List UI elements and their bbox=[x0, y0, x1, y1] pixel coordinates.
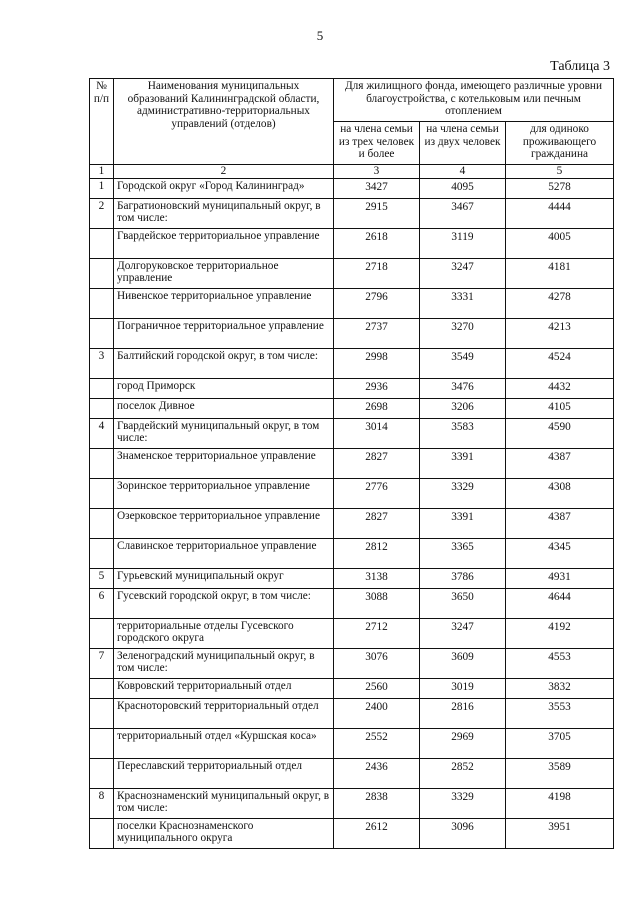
value-single: 3589 bbox=[506, 758, 614, 788]
row-name: Зеленоградский муниципальный округ, в том числе: bbox=[114, 648, 334, 678]
row-name: Балтийский городской округ, в том числе: bbox=[114, 348, 334, 378]
header-number: 4 bbox=[420, 165, 506, 179]
table-row bbox=[90, 818, 614, 848]
table-row bbox=[90, 568, 614, 588]
value-family-3plus: 2998 bbox=[334, 348, 420, 378]
row-number bbox=[90, 508, 114, 538]
value-family-2: 3786 bbox=[420, 568, 506, 588]
value-single: 4931 bbox=[506, 568, 614, 588]
header-numbers-row bbox=[90, 165, 614, 179]
header-sub-4: на члена семьи из двух человек bbox=[420, 122, 506, 165]
value-family-2: 3329 bbox=[420, 788, 506, 818]
value-family-3plus: 2812 bbox=[334, 538, 420, 568]
row-name: Гвардейское территориальное управление bbox=[114, 228, 334, 258]
value-single: 4005 bbox=[506, 228, 614, 258]
header-col-num: № п/п bbox=[90, 79, 114, 165]
row-name: Знаменское территориальное управление bbox=[114, 448, 334, 478]
row-number bbox=[90, 728, 114, 758]
value-family-3plus: 2400 bbox=[334, 698, 420, 728]
table-row bbox=[90, 418, 614, 448]
row-number bbox=[90, 538, 114, 568]
row-name: Гвардейский муниципальный округ, в том числе: bbox=[114, 418, 334, 448]
value-family-2: 3270 bbox=[420, 318, 506, 348]
row-name: Долгоруковское территориальное управление bbox=[114, 258, 334, 288]
value-single: 4345 bbox=[506, 538, 614, 568]
value-family-3plus: 3088 bbox=[334, 588, 420, 618]
value-single: 4553 bbox=[506, 648, 614, 678]
row-number bbox=[90, 818, 114, 848]
value-family-3plus: 2552 bbox=[334, 728, 420, 758]
table-row bbox=[90, 508, 614, 538]
row-number bbox=[90, 618, 114, 648]
row-name: поселок Дивное bbox=[114, 398, 334, 418]
value-family-2: 3206 bbox=[420, 398, 506, 418]
row-number: 2 bbox=[90, 198, 114, 228]
table-row bbox=[90, 228, 614, 258]
row-number bbox=[90, 758, 114, 788]
value-family-2: 3331 bbox=[420, 288, 506, 318]
value-family-3plus: 2698 bbox=[334, 398, 420, 418]
row-number bbox=[90, 258, 114, 288]
table-row bbox=[90, 198, 614, 228]
value-family-2: 3583 bbox=[420, 418, 506, 448]
header-sub-5: для одиноко проживающего гражданина bbox=[506, 122, 614, 165]
value-family-3plus: 2737 bbox=[334, 318, 420, 348]
value-family-3plus: 2915 bbox=[334, 198, 420, 228]
row-number bbox=[90, 318, 114, 348]
value-family-3plus: 2612 bbox=[334, 818, 420, 848]
table-row bbox=[90, 378, 614, 398]
row-name: Гурьевский муниципальный округ bbox=[114, 568, 334, 588]
value-family-2: 3247 bbox=[420, 618, 506, 648]
row-number bbox=[90, 478, 114, 508]
value-family-2: 3609 bbox=[420, 648, 506, 678]
row-name: Пограничное территориальное управление bbox=[114, 318, 334, 348]
row-number: 8 bbox=[90, 788, 114, 818]
value-single: 3951 bbox=[506, 818, 614, 848]
value-single: 3832 bbox=[506, 678, 614, 698]
value-single: 4192 bbox=[506, 618, 614, 648]
row-name: Зоринское территориальное управление bbox=[114, 478, 334, 508]
row-number: 7 bbox=[90, 648, 114, 678]
value-family-2: 3329 bbox=[420, 478, 506, 508]
value-family-2: 3391 bbox=[420, 508, 506, 538]
row-number: 4 bbox=[90, 418, 114, 448]
table-row bbox=[90, 538, 614, 568]
value-single: 4308 bbox=[506, 478, 614, 508]
table-row bbox=[90, 258, 614, 288]
value-single: 4644 bbox=[506, 588, 614, 618]
row-name: Красноторовский территориальный отдел bbox=[114, 698, 334, 728]
table-row bbox=[90, 398, 614, 418]
header-number: 1 bbox=[90, 165, 114, 179]
value-single: 4444 bbox=[506, 198, 614, 228]
value-single: 4432 bbox=[506, 378, 614, 398]
value-family-3plus: 2827 bbox=[334, 448, 420, 478]
value-family-3plus: 2838 bbox=[334, 788, 420, 818]
table-row bbox=[90, 448, 614, 478]
value-family-3plus: 2776 bbox=[334, 478, 420, 508]
row-number bbox=[90, 398, 114, 418]
row-number bbox=[90, 698, 114, 728]
row-number: 1 bbox=[90, 178, 114, 198]
row-name: территориальный отдел «Куршская коса» bbox=[114, 728, 334, 758]
value-single: 4198 bbox=[506, 788, 614, 818]
header-sub-3: на члена семьи из трех человек и более bbox=[334, 122, 420, 165]
header-number: 3 bbox=[334, 165, 420, 179]
header-number: 2 bbox=[114, 165, 334, 179]
value-family-2: 2852 bbox=[420, 758, 506, 788]
value-family-2: 2816 bbox=[420, 698, 506, 728]
header-number: 5 bbox=[506, 165, 614, 179]
row-name: Багратионовский муниципальный округ, в том числе: bbox=[114, 198, 334, 228]
row-number bbox=[90, 288, 114, 318]
page-number: 5 bbox=[316, 28, 324, 43]
value-family-3plus: 3014 bbox=[334, 418, 420, 448]
table-row bbox=[90, 788, 614, 818]
header-col-group: Для жилищного фонда, имеющего различные уровни благоустройства, с котельковым или печным отоплением bbox=[334, 79, 614, 122]
value-family-2: 3096 bbox=[420, 818, 506, 848]
row-name: Городской округ «Город Калининград» bbox=[114, 178, 334, 198]
value-family-2: 3391 bbox=[420, 448, 506, 478]
value-single: 5278 bbox=[506, 178, 614, 198]
table-caption: Таблица 3 bbox=[550, 59, 610, 74]
value-family-3plus: 2618 bbox=[334, 228, 420, 258]
value-family-3plus: 3076 bbox=[334, 648, 420, 678]
value-single: 4387 bbox=[506, 508, 614, 538]
table-row bbox=[90, 348, 614, 378]
table-row bbox=[90, 698, 614, 728]
value-single: 4524 bbox=[506, 348, 614, 378]
value-family-3plus: 3138 bbox=[334, 568, 420, 588]
value-family-2: 4095 bbox=[420, 178, 506, 198]
row-name: Славинское территориальное управление bbox=[114, 538, 334, 568]
table-row bbox=[90, 758, 614, 788]
value-family-3plus: 2796 bbox=[334, 288, 420, 318]
value-family-2: 2969 bbox=[420, 728, 506, 758]
value-single: 3705 bbox=[506, 728, 614, 758]
row-name: Гусевский городской округ, в том числе: bbox=[114, 588, 334, 618]
value-single: 4387 bbox=[506, 448, 614, 478]
row-name: территориальные отделы Гусевского городского округа bbox=[114, 618, 334, 648]
value-family-2: 3119 bbox=[420, 228, 506, 258]
value-family-3plus: 2560 bbox=[334, 678, 420, 698]
row-name: Краснознаменский муниципальный округ, в том числе: bbox=[114, 788, 334, 818]
value-single: 4590 bbox=[506, 418, 614, 448]
value-family-3plus: 2827 bbox=[334, 508, 420, 538]
table-row bbox=[90, 478, 614, 508]
value-family-3plus: 2936 bbox=[334, 378, 420, 398]
value-family-3plus: 2712 bbox=[334, 618, 420, 648]
table-row bbox=[90, 318, 614, 348]
table-row bbox=[90, 728, 614, 758]
table-row bbox=[90, 678, 614, 698]
table-row bbox=[90, 178, 614, 198]
table-row bbox=[90, 648, 614, 678]
row-name: Ковровский территориальный отдел bbox=[114, 678, 334, 698]
value-single: 4105 bbox=[506, 398, 614, 418]
row-number: 5 bbox=[90, 568, 114, 588]
row-number bbox=[90, 678, 114, 698]
value-single: 4278 bbox=[506, 288, 614, 318]
value-family-2: 3247 bbox=[420, 258, 506, 288]
row-number bbox=[90, 448, 114, 478]
row-name: Озерковское территориальное управление bbox=[114, 508, 334, 538]
header-row-1 bbox=[90, 79, 614, 122]
table-row bbox=[90, 618, 614, 648]
value-single: 4181 bbox=[506, 258, 614, 288]
data-table bbox=[89, 78, 614, 849]
value-family-2: 3019 bbox=[420, 678, 506, 698]
row-name: Нивенское территориальное управление bbox=[114, 288, 334, 318]
value-family-2: 3365 bbox=[420, 538, 506, 568]
value-family-2: 3476 bbox=[420, 378, 506, 398]
row-number: 3 bbox=[90, 348, 114, 378]
value-single: 4213 bbox=[506, 318, 614, 348]
value-family-2: 3650 bbox=[420, 588, 506, 618]
value-family-3plus: 3427 bbox=[334, 178, 420, 198]
value-family-3plus: 2718 bbox=[334, 258, 420, 288]
row-name: Переславский территориальный отдел bbox=[114, 758, 334, 788]
table-row bbox=[90, 588, 614, 618]
header-col-name: Наименования муниципальных образований Калининградской области, административно-территориальных управлений (отделов) bbox=[114, 79, 334, 165]
row-name: поселки Краснознаменского муниципального округа bbox=[114, 818, 334, 848]
table-row bbox=[90, 288, 614, 318]
value-family-2: 3549 bbox=[420, 348, 506, 378]
row-number bbox=[90, 378, 114, 398]
row-name: город Приморск bbox=[114, 378, 334, 398]
value-family-3plus: 2436 bbox=[334, 758, 420, 788]
value-single: 3553 bbox=[506, 698, 614, 728]
value-family-2: 3467 bbox=[420, 198, 506, 228]
row-number bbox=[90, 228, 114, 258]
row-number: 6 bbox=[90, 588, 114, 618]
